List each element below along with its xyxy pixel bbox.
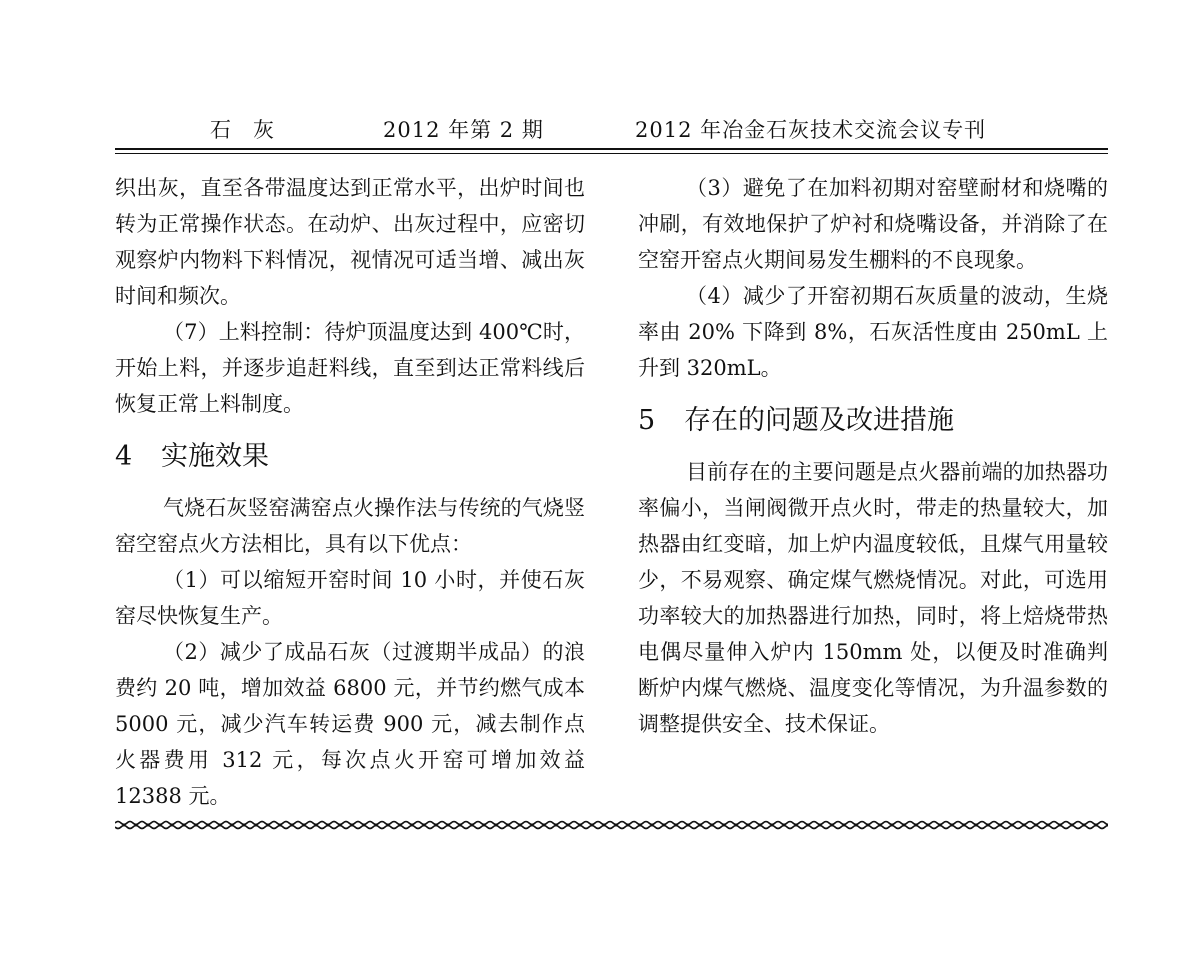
section-heading-4 bbox=[115, 430, 585, 484]
special-issue-title: 2012 年冶金石灰技术交流会议专刊 bbox=[635, 118, 987, 142]
paragraph: 织出灰，直至各带温度达到正常水平，出炉时间也转为正常操作状态。在动炉、出灰过程中，应密切观察炉内物料下料情况，视情况可适当增、减出灰时间和频次。 bbox=[115, 176, 585, 308]
section-heading-5 bbox=[638, 394, 1108, 448]
section-title: 实施效果 bbox=[161, 441, 269, 472]
paragraph: （2）减少了成品石灰（过渡期半成品）的浪费约 20 吨，增加效益 6800 元，并节约燃气成本 5000 元，减少汽车转运费 900 元，减去制作点火器费用 312 元，每次点火开窑可增加效益 12388 元。 bbox=[115, 640, 585, 808]
paragraph: 气烧石灰竖窑满窑点火操作法与传统的气烧竖窑空窑点火方法相比，具有以下优点： bbox=[115, 496, 585, 556]
header-rule-thick bbox=[115, 148, 1108, 150]
paragraph: （3）避免了在加料初期对窑壁耐材和烧嘴的冲刷，有效地保护了炉衬和烧嘴设备，并消除了在空窑开窑点火期间易发生棚料的不良现象。 bbox=[638, 176, 1108, 272]
paragraph: 目前存在的主要问题是点火器前端的加热器功率偏小，当闸阀微开点火时，带走的热量较大，加热器由红变暗，加上炉内温度较低，且煤气用量较少，不易观察、确定煤气燃烧情况。对此，可选用功率较大的加热器进行加热，同时，将上焙烧带热电偶尽量伸入炉内 150mm 处，以便及时准确判断炉内煤气燃烧、温度变化等情况，为升温参数的调整提供安全、技术保证。 bbox=[638, 460, 1108, 736]
section-number: 4 bbox=[115, 441, 133, 472]
paragraph: （7）上料控制：待炉顶温度达到 400℃时，开始上料，并逐步追赶料线，直至到达正常料线后恢复正常上料制度。 bbox=[115, 320, 585, 416]
issue-label: 2012 年第 2 期 bbox=[383, 118, 544, 142]
running-header bbox=[115, 108, 1108, 148]
section-number: 5 bbox=[638, 405, 656, 436]
footer-wavy-rule bbox=[115, 818, 1108, 832]
paragraph: （1）可以缩短开窑时间 10 小时，并使石灰窑尽快恢复生产。 bbox=[115, 568, 585, 628]
header-rule-thin bbox=[115, 153, 1108, 154]
paragraph: （4）减少了开窑初期石灰质量的波动，生烧率由 20% 下降到 8%，石灰活性度由 250mL 上升到 320mL。 bbox=[638, 284, 1108, 380]
section-title: 存在的问题及改进措施 bbox=[684, 405, 954, 436]
right-column bbox=[638, 170, 1108, 742]
left-column bbox=[115, 170, 585, 814]
journal-name: 石灰 bbox=[210, 118, 296, 142]
